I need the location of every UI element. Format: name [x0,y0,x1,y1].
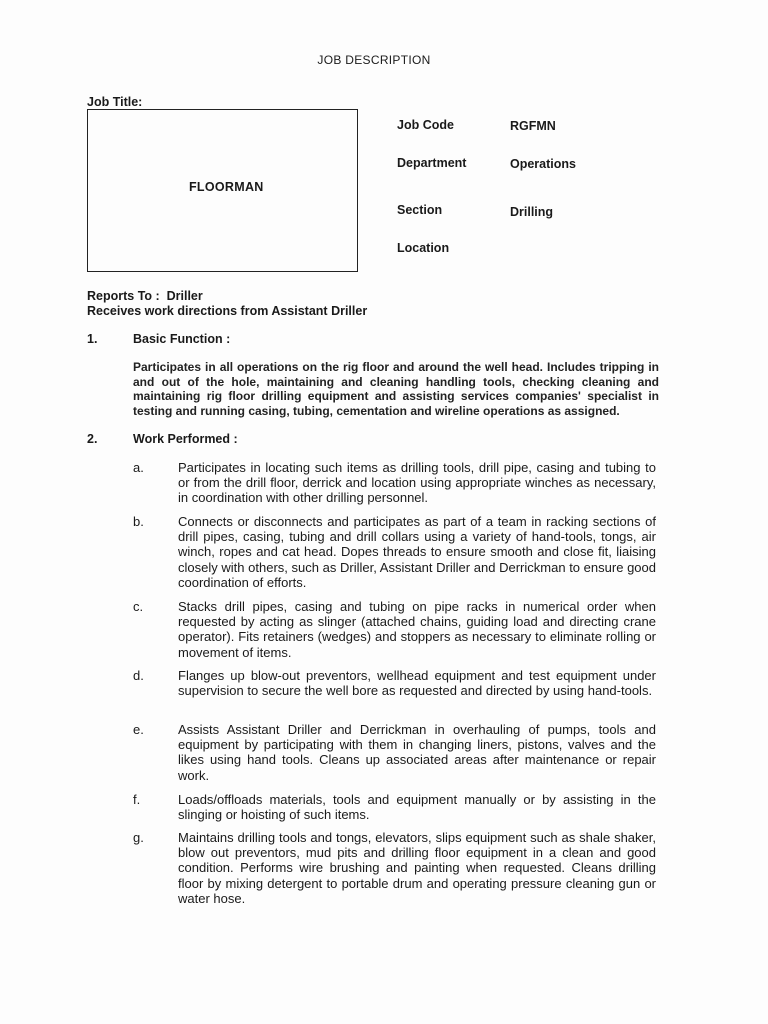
receives-directions: Receives work directions from Assistant Driller [87,304,368,318]
work-item-text: Connects or disconnects and participates as part of a team in racking sections of drill pipes, casing, tubing and drill collars using a variety of hand-tools, tongs, air winch, ropes and cat head. Dopes threads to ensure smooth and close fit, liaising closely with others, such as Driller, Assistant Driller and Derrickman to ensure good coordination of efforts. [178,514,656,590]
work-item-text: Assists Assistant Driller and Derrickman in overhauling of pumps, tools and equipment by participating with them in changing liners, pistons, valves and the likes using hand tools. Cleans up associated areas after maintenance or repair work. [178,722,656,783]
work-item-text: Flanges up blow-out preventors, wellhead equipment and test equipment under supervision to secure the well bore as requested and directed by using hand-tools. [178,668,656,699]
work-item-text: Stacks drill pipes, casing and tubing on pipe racks in numerical order when requested by acting as slinger (attached chains, guiding load and directing crane operator). Fits retainers (wedges) and stoppers as necessary to eliminate rolling or movement of items. [178,599,656,660]
department-label: Department [397,156,467,170]
section-number-1: 1. [87,332,98,346]
work-item-letter: e. [133,722,144,737]
work-item-text: Participates in locating such items as drilling tools, drill pipe, casing and tubing to or from the drill floor, derrick and location using appropriate winches as necessary, in coordination with other drilling personnel. [178,460,656,506]
job-title-label: Job Title: [87,95,143,109]
job-code-value: RGFMN [510,119,556,133]
job-code-label: Job Code [397,118,454,132]
work-item-letter: g. [133,830,144,845]
document-heading: JOB DESCRIPTION [317,53,431,67]
basic-function-paragraph: Participates in all operations on the rig floor and around the well head. Includes tripping in and out of the hole, maintaining and cleaning handling tools, checking cleaning and maintaining rig floor drilling equipment and assisting services companies' specialist in testing and running casing, tubing, cementation and wireline operations as assigned. [133,360,659,418]
location-label: Location [397,241,450,255]
job-title-value: FLOORMAN [189,180,264,194]
work-item-letter: d. [133,668,144,683]
work-item-letter: f. [133,792,141,807]
job-title-box [87,109,358,272]
section-number-2: 2. [87,432,98,446]
section-label: Section [397,203,443,217]
reporting-lines [87,289,367,319]
section-heading-basic-function: Basic Function : [133,332,231,346]
work-item-letter: a. [133,460,144,475]
work-item-text: Maintains drilling tools and tongs, elevators, slips equipment such as shale shaker, blow out preventors, mud pits and drilling floor equipment in a clean and good condition. Performs wire brushing and painting when requested. Cleans drilling floor by mixing detergent to portable drum and operating pressure cleaning gun or water hose. [178,830,656,906]
department-value: Operations [510,157,576,171]
work-item-letter: b. [133,514,144,529]
work-item-text: Loads/offloads materials, tools and equipment manually or by assisting in the slinging or hoisting of such items. [178,792,656,823]
work-item-letter: c. [133,599,144,614]
section-value: Drilling [510,205,554,219]
section-heading-work-performed: Work Performed : [133,432,238,446]
reports-to: Reports To : Driller [87,289,203,303]
